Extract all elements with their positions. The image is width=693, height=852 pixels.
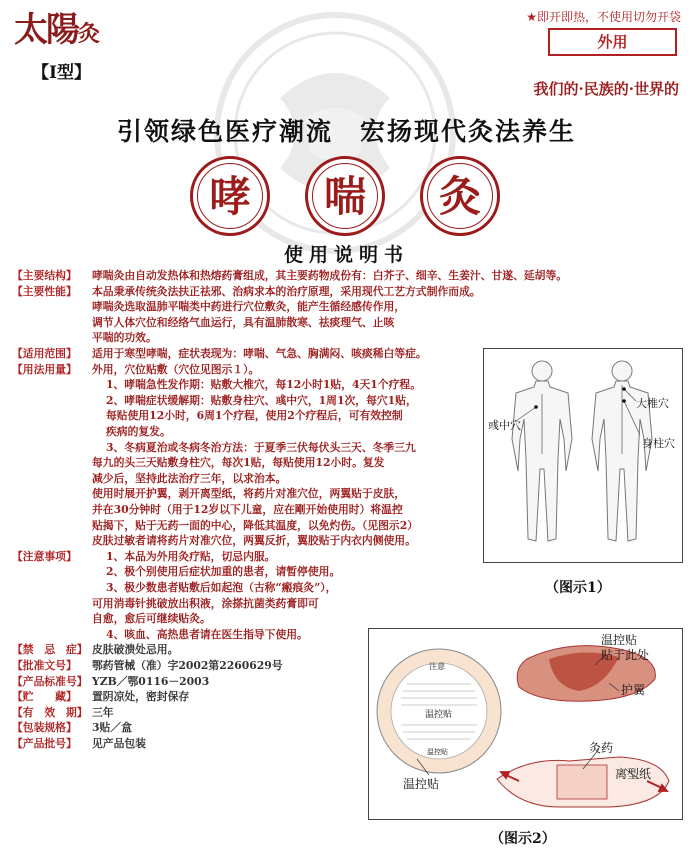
section-line: 并在30分钟时（用于12岁以下儿童，应在剛开始使用时）将温控 (92, 503, 403, 516)
document-title: 使用说明书 (283, 244, 409, 266)
section-label: 【用法用量】 (12, 362, 77, 376)
section-label: 【有 效 期】 (12, 705, 88, 719)
section-line: 每九的头三天贴敷身柱穴，每次1贴，每贴使用12小时。复发 (92, 456, 385, 470)
section-line: 适用于寒型哮喘，症状表现为：哮喘、气急、胸满闷、咳痰稀白等症。 (92, 347, 427, 360)
section-line: 置阴凉处，密封保存 (92, 690, 190, 704)
section-label: 【批准文号】 (12, 659, 77, 672)
product-char-circle-1 (190, 156, 270, 236)
section-line: 鄂药管械（准）字2002第2260629号 (92, 659, 283, 672)
card-title: 注意 (429, 662, 445, 671)
section-line: 贴揭下，贴于无药一面的中心，降低其温度，以免灼伤。（见图示2） (92, 518, 419, 532)
slogan-main: 引领绿色医疗潮流 宏扬现代灸法养生 (116, 117, 576, 146)
label-temp-patch: 温控贴 (403, 777, 440, 791)
section-line: 4、咳血、高热患者请在医生指导下使用。 (106, 627, 308, 641)
figure1-caption: （图示1） (545, 580, 611, 596)
label-yuzhong: 彧中穴 (488, 419, 521, 432)
product-char-1: 哮 (208, 172, 251, 221)
section-line: 三年 (92, 705, 114, 719)
card-heading: 温控贴 (425, 710, 453, 720)
slogan-small: 我们的·民族的·世界的 (533, 80, 679, 98)
product-char-3: 灸 (438, 172, 481, 221)
section-line: YZB／鄂0116－2003 (92, 674, 210, 688)
section-label: 【产品标准号】 (12, 674, 88, 688)
product-char-circle-2 (305, 156, 385, 236)
product-char-2: 喘 (323, 172, 366, 221)
section-line: 使用时展开护翼，剥开离型纸，将药片对准穴位，两翼贴于皮肤， (92, 487, 406, 501)
card-footer: 温控贴 (427, 748, 448, 756)
label-release-paper: 离型纸 (615, 767, 652, 781)
section-label: 【主要性能】 (12, 284, 77, 298)
section-label: 【注意事项】 (12, 549, 77, 563)
section-label: 【主要结构】 (12, 269, 77, 282)
section-line: 平喘的功效。 (92, 331, 157, 345)
model-label: 【Ⅰ型】 (32, 63, 91, 83)
section-line: 1、哮喘急性发作期：贴敷大椎穴，每12小时1贴，4天1个疗程。 (106, 378, 421, 392)
section-line: 减少后，坚持此法治疗三年，以求治本。 (92, 471, 287, 485)
section-line: 自愈，愈后可继续贴灸。 (92, 612, 211, 626)
section-line: 皮肤过敏者请将药片对准穴位，两翼反折，翼胶贴于内衣内侧使用。 (92, 534, 416, 548)
section-line: 2、哮喘症状缓解期：贴敷身柱穴、彧中穴，1周1次，每穴1贴， (106, 393, 417, 407)
section-line: 外用，穴位贴敷（穴位见图示１）。 (92, 362, 260, 376)
section-label: 【禁 忌 症】 (12, 643, 88, 657)
brand-logo (14, 10, 154, 100)
section-label: 【适用范围】 (12, 347, 77, 360)
section-label: 【包装规格】 (12, 721, 77, 735)
label-wing: 护翼 (621, 683, 646, 697)
figure-acupoints (483, 348, 683, 563)
section-line: 调节人体穴位和经络气血运行，具有温肺散寒、祛痰理气、止咳 (92, 315, 395, 329)
section-line: 本品秉承传统灸法扶正祛邪、治病求本的治疗原理，采用现代工艺方式制作而成。 (92, 284, 481, 298)
label-temp-patch-top: 温控贴 (601, 633, 638, 647)
label-stick-here: 贴于此处 (601, 648, 650, 662)
section-line: 哮喘灸由自动发热体和热熔药膏组成，其主要药物成份有：白芥子、细辛、生姜汁、甘遂、延胡等。 (92, 269, 568, 282)
warning-text: ★即开即热，不使用切勿开袋 (526, 10, 681, 24)
brand-suffix: 灸 (78, 21, 99, 47)
section-line: 可用消毒针挑破放出积液，涂搽抗菌类药膏即可 (92, 596, 319, 610)
section-line: 疾病的复发。 (106, 425, 171, 438)
brand-name: 太陽 (14, 10, 78, 50)
body-diagram (484, 349, 681, 561)
figure-application (368, 628, 683, 820)
section-line: 每贴使用12小时，6周1个疗程，使用2个疗程后，可有效控制 (106, 409, 403, 423)
section-line: 1、本品为外用灸疗贴，切忌内服。 (106, 549, 276, 563)
external-use-badge: 外用 (548, 28, 677, 56)
figure2-caption: （图示2） (490, 831, 556, 847)
section-line: 2、极个别使用后症状加重的患者，请暂停使用。 (106, 565, 341, 579)
product-char-circle-3 (420, 156, 500, 236)
section-label: 【贮 藏】 (12, 690, 77, 704)
section-line: 3、极少数患者贴敷后如起泡（古称“瘢痕灸”）， (106, 581, 337, 594)
section-line: 3、冬病夏治或冬病冬治方法：于夏季三伏每伏头三天、冬季三九 (106, 440, 416, 454)
label-dazhui: 大椎穴 (636, 397, 669, 410)
section-line: 皮肤破溃处忌用。 (92, 643, 179, 657)
section-line: 3贴／盒 (92, 721, 132, 735)
section-line: 见产品包装 (92, 737, 146, 750)
section-line: 哮喘灸选取温肺平喘类中药进行穴位敷灸，能产生循经感传作用， (92, 300, 406, 314)
label-shenzhu: 身柱穴 (642, 437, 675, 450)
label-moxa: 灸药 (589, 741, 614, 755)
section-label: 【产品批号】 (12, 737, 77, 750)
